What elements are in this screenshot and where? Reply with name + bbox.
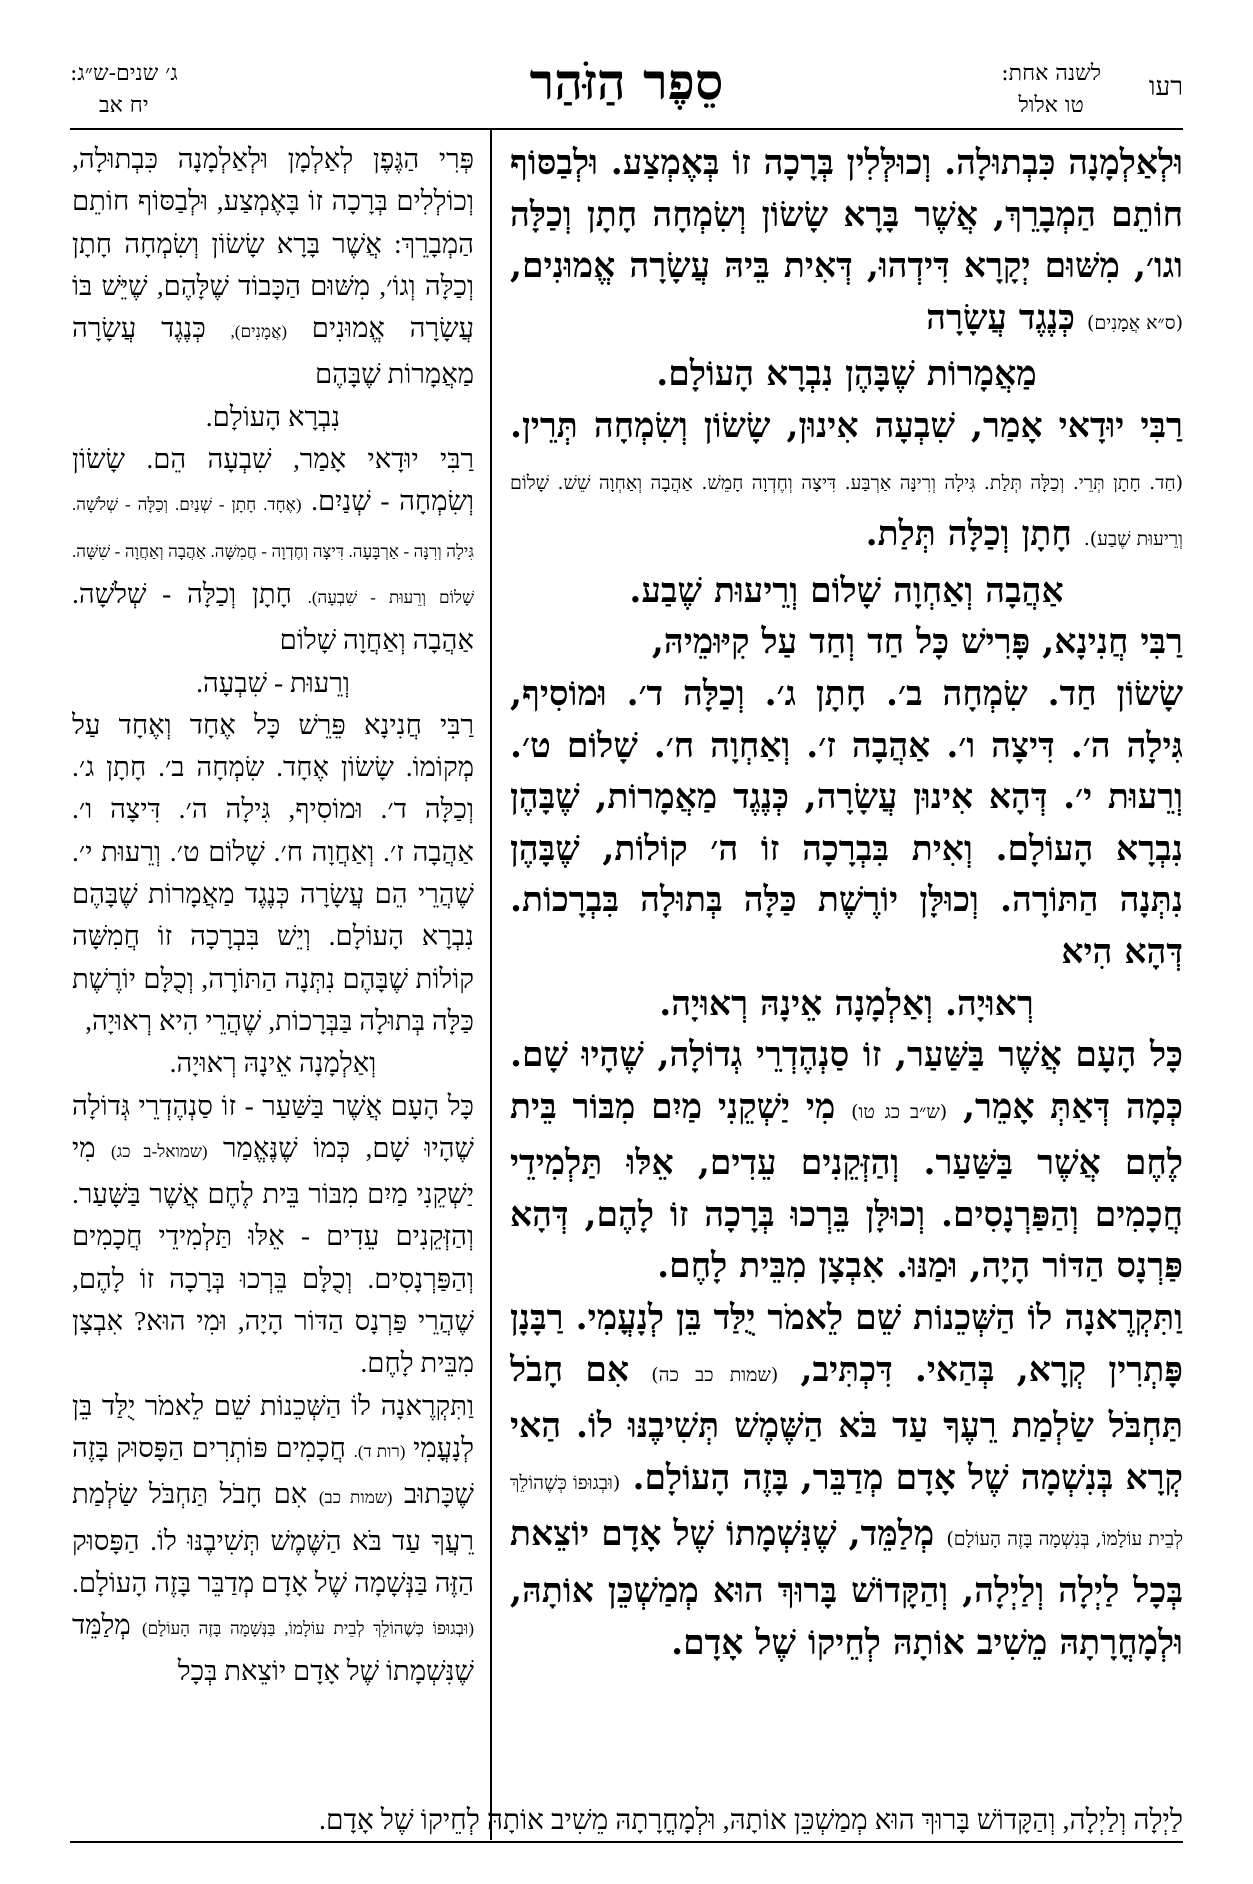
page-header xyxy=(70,50,1183,130)
main-paragraph-1-end: מַאֲמָרוֹת שֶׁבָּהֶן נִבְרָא הָעוֹלָם. xyxy=(656,354,1037,395)
variant-reference: (חַד. חָתָן תְּרֵי. וְכַלָּה תְּלַת. גִּילָה וְרִינָּה אַרְבַּע. דִּיצָה וְחֶדְוָה חָמֵשׁ. אַהֲבָה וְאַחְוָה שֵׁשׁ. שָׁלוֹם וְרֵיעוּת שֶׁבַע). xyxy=(510,471,1183,551)
side-paragraph-5: וַתִּקְרֶאנָה לוֹ הַשְּׁכֵנוֹת שֵׁם לֵאמֹר יֻלַּד בֵּן לְנָעֳמִי (רות ד). חֲכָמִים פּוֹתְרִים הַפָּסוּק בָּזֶה שֶׁכָּתוּב (שמות כב) אִם חָבֹל תַּחְבֹּל שַׂלְמַת רֵעֲךָ עַד בֹּא הַשֶּׁמֶשׁ תְּשִׁיבֶנּוּ לוֹ. הַפָּסוּק הַזֶּה בַּנְּשָׁמָה שֶׁל אָדָם מְדַבֵּר בָּזֶה הָעוֹלָם. (וּבְגוּפוֹ כְּשֶׁהוֹלֵךְ לְבֵית עוֹלָמוֹ, בַּנְּשָׁמָה בָּזֶה הָעוֹלָם) מְלַמֵּד שֶׁנִּשְׁמָתוֹ שֶׁל אָדָם יוֹצֵאת בְּכָל xyxy=(72,1389,474,1687)
main-paragraph-3: שָׂשׂוֹן חַד. שִׂמְחָה ב׳. חָתָן ג׳. וְכַלָּה ד׳. וּמוֹסִיף, גִּילָה ה׳. דִּיצָה ו׳. אַהֲבָה ז׳. וְאַחְוָה ח׳. שָׁלוֹם ט׳. וְרֵעוּת י׳. דְּהָא אִינוּן עֲשָׂרָה, כְּנֶגֶד מַאֲמָרוֹת, שֶׁבָּהֶן נִבְרָא הָעוֹלָם. וְאִית בִּבְרָכָה זוֹ ה׳ קוֹלוֹת, שֶׁבָּהֶן נִתְּנָה הַתּוֹרָה. וְכוּלָּן יוֹרֶשֶׁת כַּלָּה בְּתוּלָה בִּבְרָכוֹת. דְּהָא הִיא xyxy=(510,673,1183,972)
page-number: רעו xyxy=(1148,72,1183,102)
verse-reference: (שמות כב כה) xyxy=(651,1363,779,1386)
daily-study-label: לשנה אחת: xyxy=(1001,61,1101,86)
main-paragraph-2: רַבִּי יוּדָאי אָמַר, שִׁבְעָה אִינוּן, שָׂשׂוֹן וְשִׂמְחָה תְּרֵין. (חַד. חָתָן תְּרֵי. וְכַלָּה תְּלַת. גִּילָה וְרִינָּה אַרְבַּע. דִּיצָה וְחֶדְוָה חָמֵשׁ. אַהֲבָה וְאַחְוָה שֵׁשׁ. שָׁלוֹם וְרֵיעוּת שֶׁבַע). חָתָן וְכַלָּה תְּלַת. xyxy=(510,405,1183,555)
side-paragraph-3: רַבִּי חֲנִינָא פֵּרֵשׁ כָּל אֶחָד וְאֶחָד עַל מְקוֹמוֹ. שָׂשׂוֹן אֶחָד. שִׂמְחָה ב׳. חָתָן ג׳. וְכַלָּה ד׳. וּמוֹסִיף, גִּילָה ה׳. דִּיצָה ו׳. אַהֲבָה ז׳. וְאַחֲוָה ח׳. שָׁלוֹם ט׳. וְרֵעוּת י׳. שֶׁהֲרֵי הֵם עֲשָׂרָה כְּנֶגֶד מַאֲמָרוֹת שֶׁבָּהֶם נִבְרָא הָעוֹלָם. וְיֵשׁ בִּבְרָכָה זוֹ חֲמִשָּׁה קוֹלוֹת שֶׁבָּהֶם נִתְּנָה הַתּוֹרָה, וְכֻלָּם יוֹרֶשֶׁת כַּלָּה בְּתוּלָה בַּבְּרָכוֹת, שֶׁהֲרֵי הִיא רְאוּיָה, xyxy=(72,708,474,1036)
side-paragraph-2: רַבִּי יוּדָאי אָמַר, שִׁבְעָה הֵם. שָׂשׂוֹן וְשִׂמְחָה - שְׁנַיִם. (אֶחָד. חָתָן - שְׁנַיִם. וְכַלָּה - שְׁלֹשָׁה. גִּילָה וְרִנָּה - אַרְבָּעָה. דִּיצָה וְחֶדְוָה - חֲמִשָּׁה. אַהֲבָה וְאַחֲוָה - שִׁשָּׁה. שָׁלוֹם וְרֵעוּת - שִׁבְעָה). חָתָן וְכַלָּה - שְׁלֹשָׁה. אַהֲבָה וְאַחֲוָה שָׁלוֹם xyxy=(72,443,474,656)
side-paragraph-1: פְּרִי הַגֶּפֶן לְאַלְמָן וּלְאַלְמָנָה כִּבְתוּלָה, וְכוֹלְלִים בְּרָכָה זוֹ בָּאֶמְצַע, וּלְבַסּוֹף חוֹתֵם הַמְבָרֵךְ: אֲשֶׁר בָּרָא שָׂשׂוֹן וְשִׂמְחָה חָתָן וְכַלָּה וְגוֹ׳, מִשּׁוּם הַכָּבוֹד שֶׁלָּהֶם, שֶׁיֵּשׁ בּוֹ עֲשָׂרָה אֱמוּנִים (אֲמָנִים), כְּנֶגֶד עֲשָׂרָה מַאֲמָרוֹת שֶׁבָּהֶם xyxy=(72,143,474,390)
cycle-date: יח אב xyxy=(99,93,149,118)
column-divider xyxy=(490,130,492,1840)
variant-reference: (אֲמָנִים), xyxy=(230,322,287,342)
side-paragraph-2-end: וְרֵעוּת - שִׁבְעָה. xyxy=(196,666,350,698)
variant-reference: (וּבְגוּפוֹ כְּשֶׁהוֹלֵךְ לְבֵית עוֹלָמוֹ, בְּנִשְׁמָה בָּזֶה הָעוֹלָם) xyxy=(510,1471,1183,1551)
verse-reference: (ש״ב כג טו) xyxy=(851,1100,948,1123)
verse-reference: (שמות כב) xyxy=(318,1488,393,1508)
main-paragraph-3-start: רַבִּי חֲנִינָא, פָּרִישׁ כָּל חַד וְחַד עַל קִיּוּמֵיהּ, xyxy=(651,622,1183,663)
main-paragraph-1: וּלְאַלְמָנָה כִּבְתוּלָה. וְכוּלְּלִין בְּרָכָה זוֹ בְּאֶמְצַע. וּלְבַסּוֹף חוֹתֵם הַמְבָרֵךְ, אֲשֶׁר בָּרָא שָׂשׂוֹן וְשִׂמְחָה חָתָן וְכַלָּה וגו׳, מִשּׁוּם יְקָרָא דִּידְהוּ, דְּאִית בֵּיהּ עֲשָׂרָה אֱמוּנִים, (ס״א אֲמָנִים) כְּנֶגֶד עֲשָׂרָה xyxy=(510,143,1183,338)
daily-study-date: טו אלול xyxy=(1018,93,1084,118)
side-paragraph-3-end: וְאַלְמָנָה אֵינָהּ רְאוּיָה. xyxy=(169,1047,377,1079)
main-paragraph-3-end: רְאוּיָה. וְאַלְמָנָה אֵינָהּ רְאוּיָה. xyxy=(659,983,1034,1024)
variant-reference: (וּבְגוּפוֹ כְּשֶׁהוֹלֵךְ לְבֵית עוֹלָמוֹ, בַּנְּשָׁמָה בָּזֶה הָעוֹלָם) xyxy=(142,1619,474,1639)
header-rule xyxy=(70,128,1183,130)
main-paragraph-2-end: אַהֲבָה וְאַחְוָה שָׁלוֹם וְרֵיעוּת שֶׁבַע. xyxy=(629,570,1064,611)
variant-reference: (אֶחָד. חָתָן - שְׁנַיִם. וְכַלָּה - שְׁלֹשָׁה. גִּילָה וְרִנָּה - אַרְבָּעָה. דִּיצָה וְחֶדְוָה - חֲמִשָּׁה. אַהֲבָה וְאַחֲוָה - שִׁשָּׁה. שָׁלוֹם וְרֵעוּת - שִׁבְעָה). xyxy=(72,495,474,607)
cycle-label: ג׳ שנים-ש״ג: xyxy=(70,61,178,86)
book-title: סֵפֶר הַזֹּהַר xyxy=(529,52,724,111)
variant-reference: (ס״א אֲמָנִים) xyxy=(1087,311,1183,334)
side-paragraph-4: כָּל הָעָם אֲשֶׁר בַּשַּׁעַר - זוֹ סַנְהֶדְרֵי גְּדוֹלָה שֶׁהָיוּ שָׁם, כְּמוֹ שֶׁנֶּאֱמַר (שמואל-ב כג) מִי יַשְׁקֵנִי מַיִם מִבּוֹר בֵּית לֶחֶם אֲשֶׁר בַּשָּׁעַר. וְהַזְּקֵנִים עֵדִים - אֵלּוּ תַּלְמִידֵי חֲכָמִים וְהַפַּרְנָסִים. וְכֻלָּם בֵּרְכוּ בְּרָכָה זוֹ לָהֶם, שֶׁהֲרֵי פַּרְנָס הַדּוֹר הָיָה, וּמִי הוּא? אִבְצָן מִבֵּית לָחֶם. xyxy=(72,1089,474,1379)
verse-reference: (רות ד). xyxy=(353,1441,406,1461)
translation-continuation-line: לַיְלָה וְלַיְלָה, וְהַקָּדוֹשׁ בָּרוּךְ הוּא מְמַשְׁכֵּן אוֹתָהּ, וּלְמָחֳרָתָהּ מֵשִׁיב אוֹתָהּ לְחֵיקוֹ שֶׁל אָדָם. xyxy=(319,1805,1183,1836)
main-paragraph-4: כָּל הָעָם אֲשֶׁר בַּשַּׁעַר, זוֹ סַנְהֶדְרֵי גְדוֹלָה, שֶׁהָיוּ שָׁם. כְּמָה דְּאַתְּ אָמֵר, (ש״ב כג טו) מִי יַשְׁקֵנִי מַיִם מִבּוֹר בֵּית לֶחֶם אֲשֶׁר בַּשַּׁעַר. וְהַזְּקֵנִים עֵדִים, אֵלּוּ תַּלְמִידֵי חֲכָמִים וְהַפַּרְנָסִים. וְכוּלָּן בֵּרְכוּ בְּרָכָה זוֹ לָהֶם, דְּהָא פַּרְנָס הַדּוֹר הָיָה, וּמַנּוּ. אִבְצָן מִבֵּית לָחֶם. xyxy=(510,1035,1183,1287)
zohar-original-column xyxy=(510,138,1183,1838)
footer-rule xyxy=(70,1841,1183,1843)
verse-reference: (שמואל-ב כג) xyxy=(111,1141,208,1161)
hebrew-translation-column xyxy=(72,138,474,1838)
side-paragraph-1-end: נִבְרָא הָעוֹלָם. xyxy=(205,400,341,432)
cycle-info xyxy=(70,58,178,122)
main-paragraph-5: וַתִּקְרֶאנָה לוֹ הַשְּׁכֵנוֹת שֵׁם לֵאמֹר יֻלַּד בֵּן לְנָעֳמִי. רַבָּנָן פָּתְרִין קְרָא, בְּהַאי. דִּכְתִּיב, (שמות כב כה) אִם חָבֹל תַּחְבֹּל שַׂלְמַת רֵעֶךָ עַד בֹּא הַשֶּׁמֶשׁ תְּשִׁיבֶנּוּ לוֹ. הַאי קְרָא בְּנִשְׁמָה שֶׁל אָדָם מְדַבֵּר, בָּזֶה הָעוֹלָם. (וּבְגוּפוֹ כְּשֶׁהוֹלֵךְ לְבֵית עוֹלָמוֹ, בְּנִשְׁמָה בָּזֶה הָעוֹלָם) מְלַמֵּד, שֶׁנִּשְׁמָתוֹ שֶׁל אָדָם יוֹצֵאת בְּכָל לַיְלָה וְלַיְלָה, וְהַקָּדוֹשׁ בָּרוּךְ הוּא מְמַשְׁכֵּן אוֹתָהּ, וּלְמָחֳרָתָהּ מֵשִׁיב אוֹתָהּ לְחֵיקוֹ שֶׁל אָדָם. xyxy=(510,1298,1183,1663)
